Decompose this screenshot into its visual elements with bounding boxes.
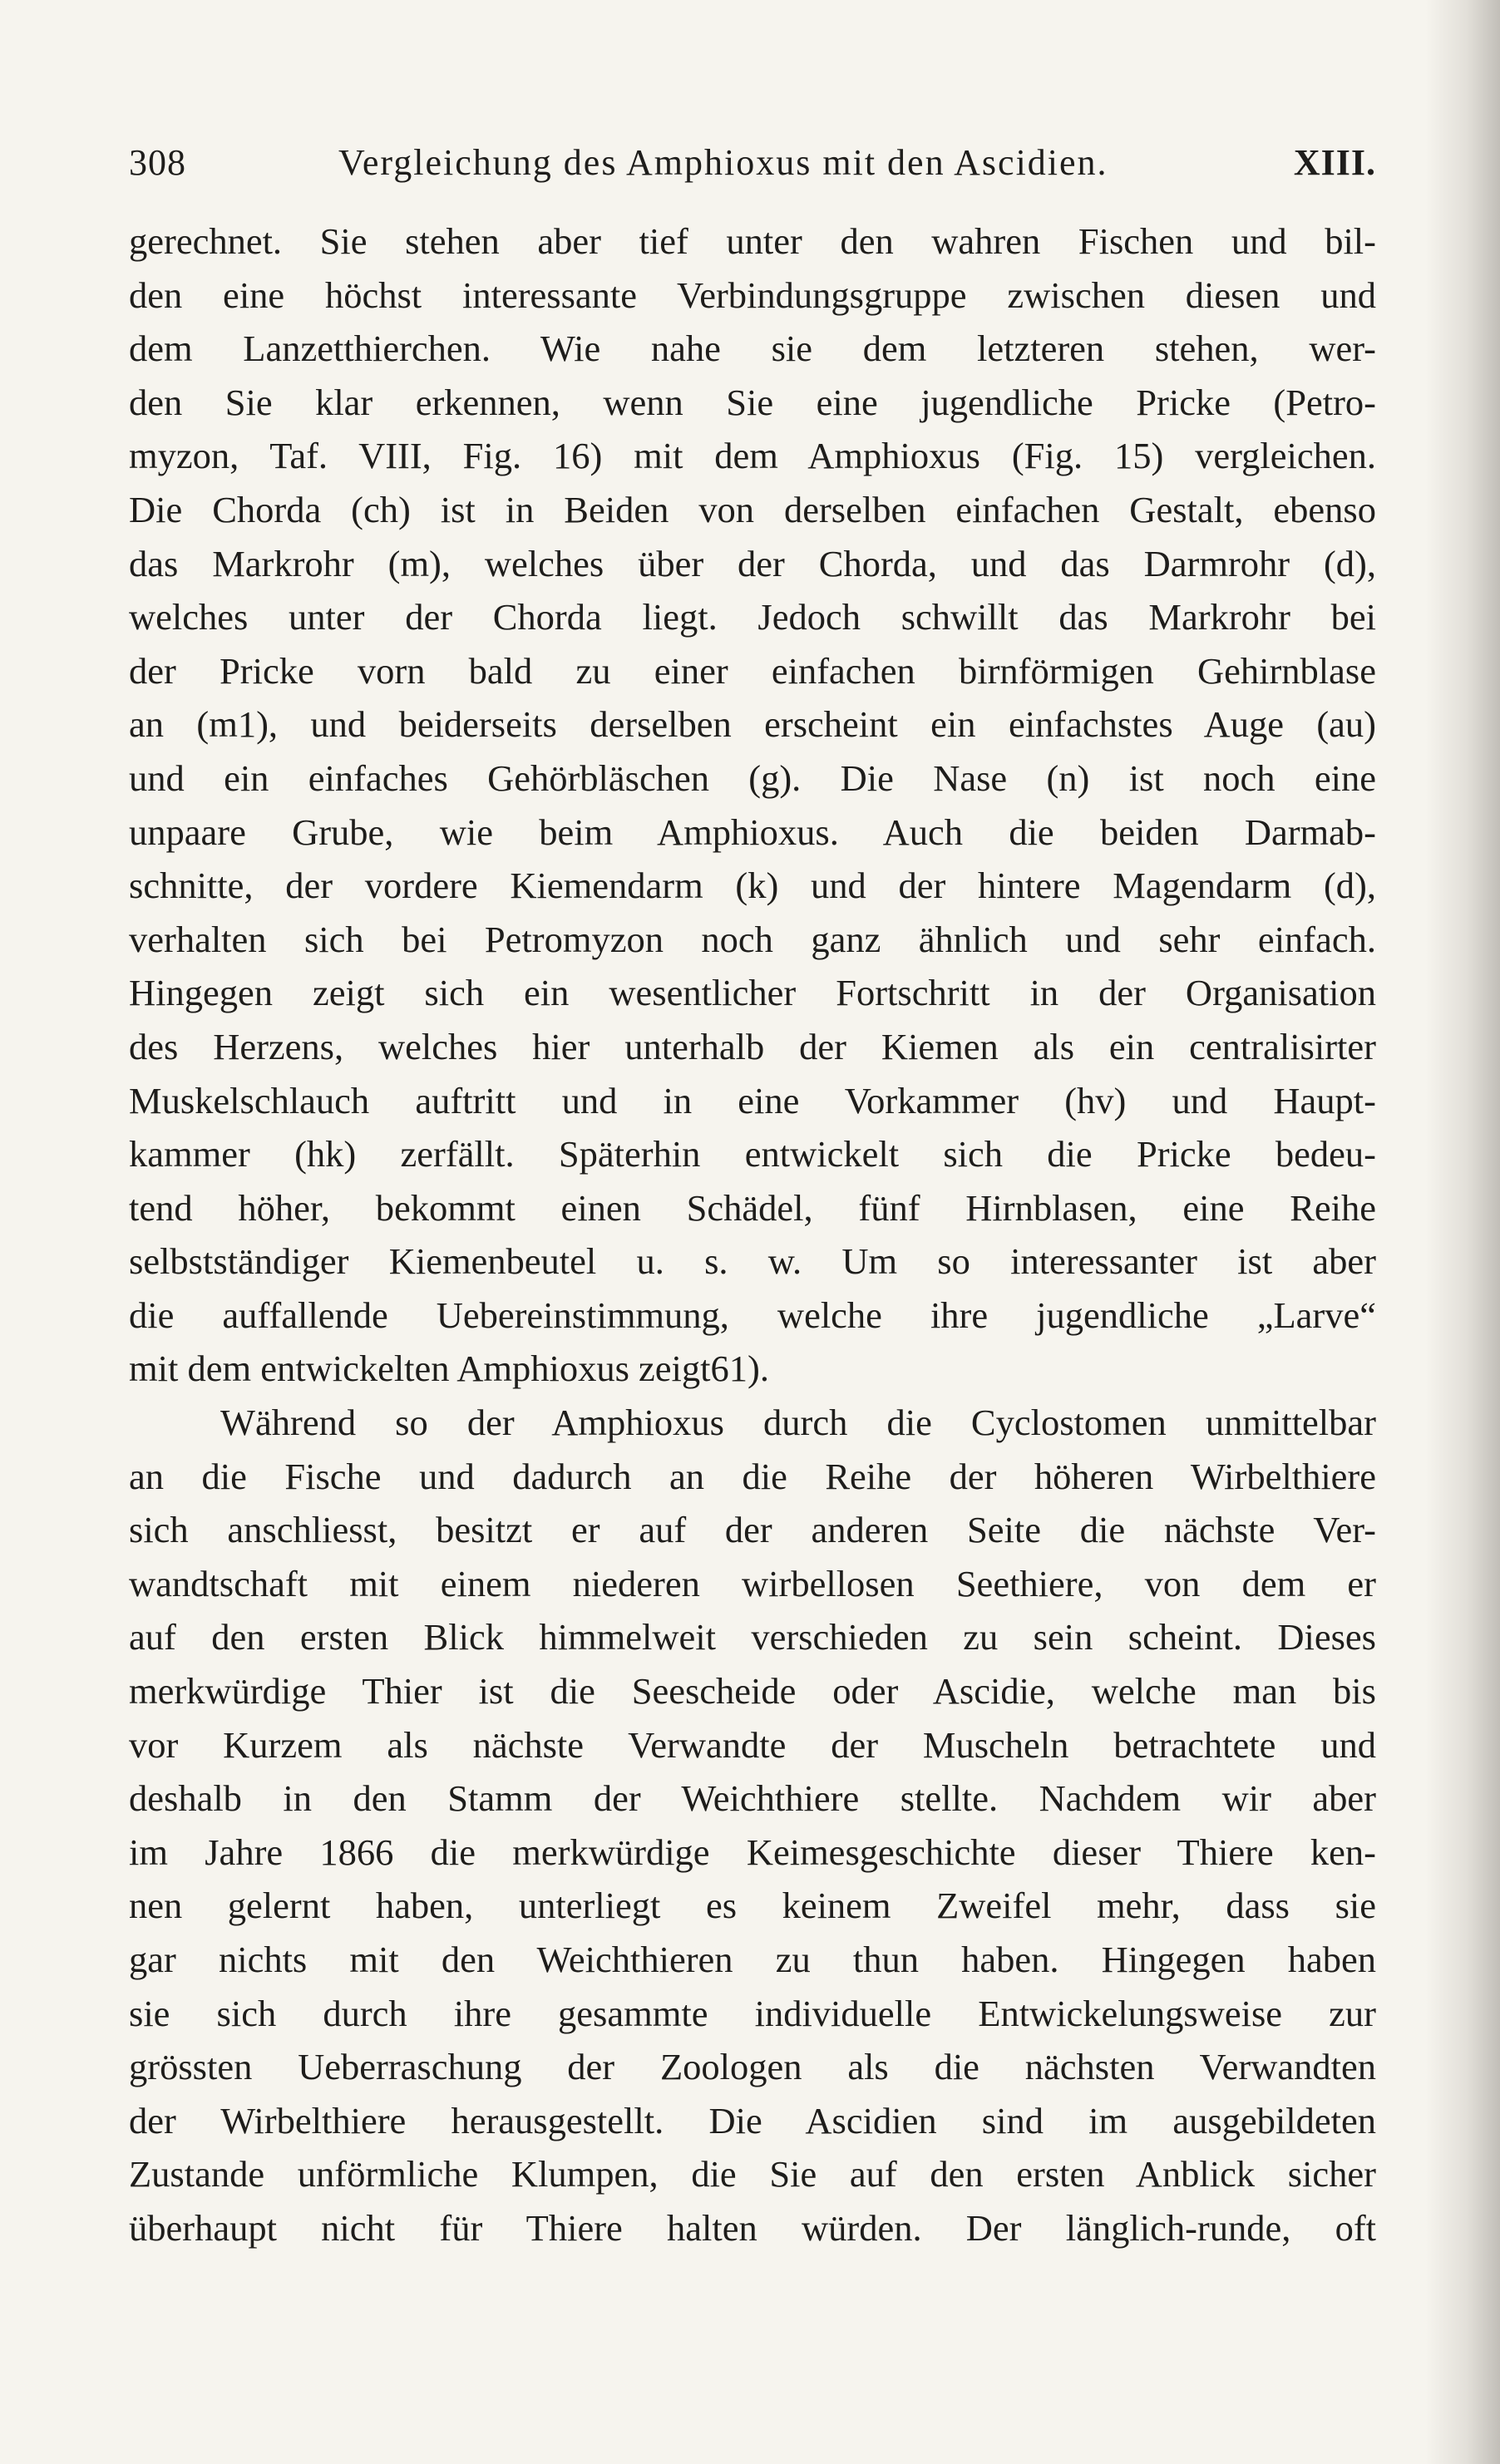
text-line: den Sie klar erkennen, wenn Sie eine jugendliche Pricke (Petro- xyxy=(129,381,1376,423)
chapter-number: XIII. xyxy=(1293,142,1376,183)
text-line: wandtschaft mit einem niederen wirbellosen Seethiere, von dem er xyxy=(129,1562,1376,1604)
text-line: im Jahre 1866 die merkwürdige Keimesgeschichte dieser Thiere ken- xyxy=(129,1831,1376,1873)
text-line: deshalb in den Stamm der Weichthiere stellte. Nachdem wir aber xyxy=(129,1777,1376,1820)
text-line: sich anschliesst, besitzt er auf der anderen Seite die nächste Ver- xyxy=(129,1509,1376,1551)
text-line: überhaupt nicht für Thiere halten würden. Der länglich-runde, oft xyxy=(129,2206,1376,2249)
text-line: gar nichts mit den Weichthieren zu thun haben. Hingegen haben xyxy=(129,1939,1376,1980)
text-line: der Wirbelthiere herausgestellt. Die Ascidien sind im ausgebildeten xyxy=(129,2099,1376,2141)
text-line: Hingegen zeigt sich ein wesentlicher Fortschritt in der Organisation xyxy=(129,972,1376,1014)
text-line: an die Fische und dadurch an die Reihe der höheren Wirbelthiere xyxy=(129,1455,1376,1497)
text-line: myzon, Taf. VIII, Fig. 16) mit dem Amphioxus (Fig. 15) vergleichen. xyxy=(129,435,1376,477)
text-line: das Markrohr (m), welches über der Chorda, und das Darmrohr (d), xyxy=(129,542,1376,584)
running-title: Vergleichung des Amphioxus mit den Ascidien. xyxy=(338,142,1108,183)
text-line: nen gelernt haben, unterliegt es keinem Zweifel mehr, dass sie xyxy=(129,1885,1376,1927)
text-line: kammer (hk) zerfällt. Späterhin entwickelt sich die Pricke bedeu- xyxy=(129,1133,1376,1175)
text-line: Zustande unförmliche Klumpen, die Sie auf den ersten Anblick sicher xyxy=(129,2153,1376,2195)
text-line: und ein einfaches Gehörbläschen (g). Die Nase (n) ist noch eine xyxy=(129,756,1376,799)
text-line: den eine höchst interessante Verbindungsgruppe zwischen diesen und xyxy=(129,274,1376,316)
page-header xyxy=(129,141,1376,200)
text-line: verhalten sich bei Petromyzon noch ganz ähnlich und sehr einfach. xyxy=(129,918,1376,960)
text-line: unpaare Grube, wie beim Amphioxus. Auch die beiden Darmab- xyxy=(129,811,1376,853)
text-line: welches unter der Chorda liegt. Jedoch schwillt das Markrohr bei xyxy=(129,596,1376,638)
text-line: selbstständiger Kiemenbeutel u. s. w. Um so interessanter ist aber xyxy=(129,1240,1376,1283)
paragraph-end-line: mit dem entwickelten Amphioxus zeigt61). xyxy=(129,1348,769,1390)
text-line: Muskelschlauch auftritt und in eine Vorkammer (hv) und Haupt- xyxy=(129,1079,1376,1121)
text-line: merkwürdige Thier ist die Seescheide oder Ascidie, welche man bis xyxy=(129,1670,1376,1712)
text-line: gerechnet. Sie stehen aber tief unter den wahren Fischen und bil- xyxy=(129,220,1376,262)
text-line: an (m1), und beiderseits derselben erscheint ein einfachstes Auge (au) xyxy=(129,703,1376,746)
text-line: auf den ersten Blick himmelweit verschieden zu sein scheint. Dieses xyxy=(129,1616,1376,1658)
text-line: Die Chorda (ch) ist in Beiden von derselben einfachen Gestalt, ebenso xyxy=(129,488,1376,530)
text-line: dem Lanzetthierchen. Wie nahe sie dem letzteren stehen, wer- xyxy=(129,328,1376,370)
paragraph-start-line: Während so der Amphioxus durch die Cyclostomen unmittelbar xyxy=(220,1402,1376,1444)
text-line: der Pricke vorn bald zu einer einfachen birnförmigen Gehirnblase xyxy=(129,649,1376,692)
text-line: schnitte, der vordere Kiemendarm (k) und der hintere Magendarm (d), xyxy=(129,865,1376,907)
text-line: die auffallende Uebereinstimmung, welche ihre jugendliche „Larve“ xyxy=(129,1294,1376,1336)
page-edge-shadow xyxy=(1425,0,1500,2464)
text-line: vor Kurzem als nächste Verwandte der Muscheln betrachtete und xyxy=(129,1723,1376,1766)
text-line: grössten Ueberraschung der Zoologen als die nächsten Verwandten xyxy=(129,2046,1376,2088)
body-text xyxy=(129,214,1376,2255)
text-line: des Herzens, welches hier unterhalb der Kiemen als ein centralisirter xyxy=(129,1025,1376,1067)
page-number: 308 xyxy=(129,142,186,183)
text-line: tend höher, bekommt einen Schädel, fünf Hirnblasen, eine Reihe xyxy=(129,1186,1376,1229)
text-line: sie sich durch ihre gesammte individuelle Entwickelungsweise zur xyxy=(129,1992,1376,2034)
